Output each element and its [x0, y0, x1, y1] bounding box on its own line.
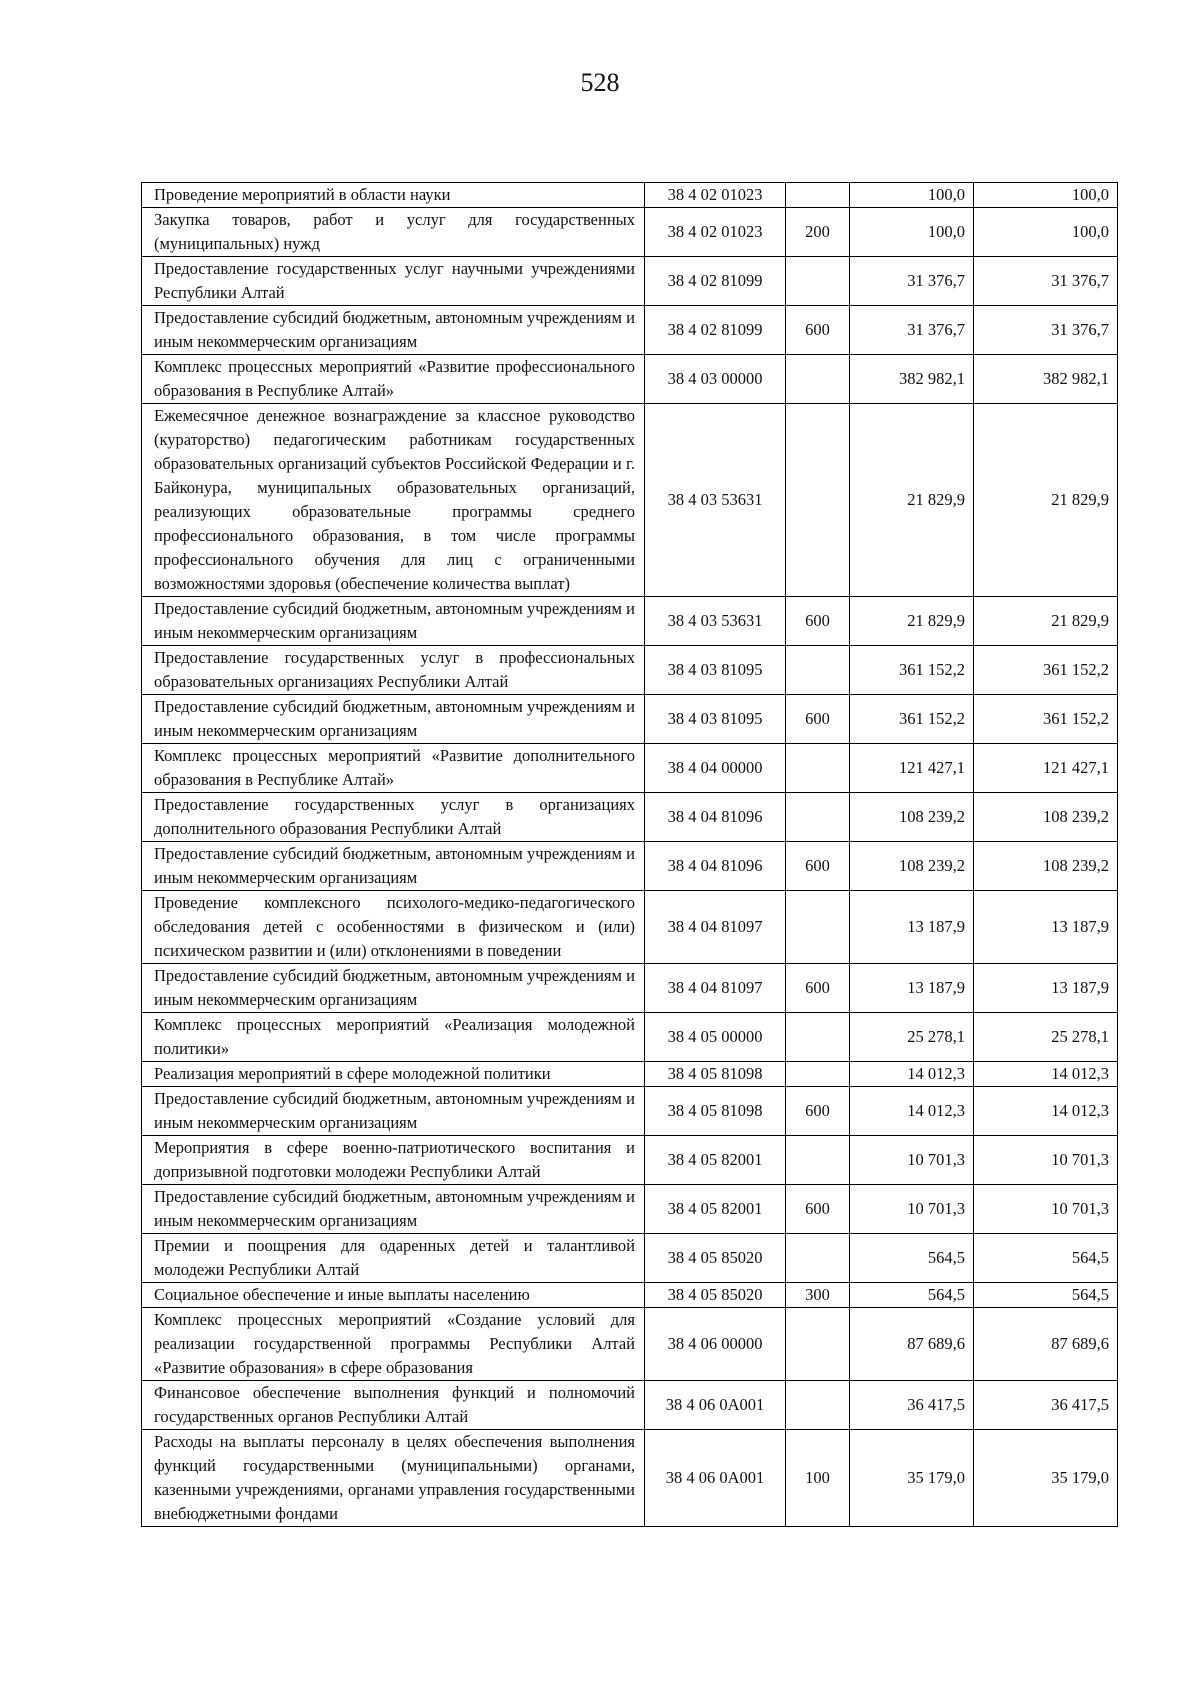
row-description: Комплекс процессных мероприятий «Реализация молодежной политики» [142, 1013, 645, 1062]
row-target-code: 38 4 04 00000 [645, 744, 786, 793]
row-target-code: 38 4 04 81096 [645, 842, 786, 891]
row-target-code: 38 4 06 0А001 [645, 1381, 786, 1430]
row-amount-second: 382 982,1 [974, 355, 1118, 404]
row-target-code: 38 4 02 01023 [645, 208, 786, 257]
table-row [142, 1013, 1118, 1062]
row-expense-type [786, 891, 850, 964]
row-amount-first: 14 012,3 [850, 1062, 974, 1087]
row-description: Проведение мероприятий в области науки [142, 183, 645, 208]
row-description: Предоставление субсидий бюджетным, автономным учреждениям и иным некоммерческим организациям [142, 1185, 645, 1234]
row-expense-type: 600 [786, 842, 850, 891]
row-amount-first: 361 152,2 [850, 695, 974, 744]
table-row [142, 1062, 1118, 1087]
row-amount-second: 10 701,3 [974, 1185, 1118, 1234]
row-amount-first: 10 701,3 [850, 1185, 974, 1234]
row-amount-first: 100,0 [850, 183, 974, 208]
row-description: Предоставление государственных услуг в профессиональных образовательных организациях Республики Алтай [142, 646, 645, 695]
row-amount-first: 35 179,0 [850, 1430, 974, 1527]
row-amount-first: 31 376,7 [850, 257, 974, 306]
row-amount-first: 13 187,9 [850, 891, 974, 964]
row-expense-type [786, 744, 850, 793]
row-amount-first: 564,5 [850, 1283, 974, 1308]
row-amount-second: 14 012,3 [974, 1062, 1118, 1087]
row-expense-type: 600 [786, 306, 850, 355]
row-amount-first: 21 829,9 [850, 404, 974, 597]
row-target-code: 38 4 05 00000 [645, 1013, 786, 1062]
row-description: Комплекс процессных мероприятий «Развитие профессионального образования в Республике Алтай» [142, 355, 645, 404]
row-target-code: 38 4 02 81099 [645, 306, 786, 355]
row-description: Предоставление государственных услуг научными учреждениями Республики Алтай [142, 257, 645, 306]
row-description: Предоставление субсидий бюджетным, автономным учреждениям и иным некоммерческим организациям [142, 842, 645, 891]
row-expense-type [786, 646, 850, 695]
row-description: Предоставление субсидий бюджетным, автономным учреждениям и иным некоммерческим организациям [142, 695, 645, 744]
row-amount-first: 10 701,3 [850, 1136, 974, 1185]
row-amount-first: 121 427,1 [850, 744, 974, 793]
row-expense-type [786, 1062, 850, 1087]
row-description: Премии и поощрения для одаренных детей и талантливой молодежи Республики Алтай [142, 1234, 645, 1283]
table-row [142, 1185, 1118, 1234]
row-amount-first: 108 239,2 [850, 793, 974, 842]
row-amount-first: 108 239,2 [850, 842, 974, 891]
table-row [142, 793, 1118, 842]
row-description: Комплекс процессных мероприятий «Развитие дополнительного образования в Республике Алтай» [142, 744, 645, 793]
row-amount-second: 564,5 [974, 1234, 1118, 1283]
row-target-code: 38 4 03 81095 [645, 695, 786, 744]
row-amount-first: 564,5 [850, 1234, 974, 1283]
row-expense-type [786, 793, 850, 842]
table-row [142, 257, 1118, 306]
row-target-code: 38 4 04 81097 [645, 964, 786, 1013]
row-amount-second: 31 376,7 [974, 257, 1118, 306]
table-row [142, 1283, 1118, 1308]
row-target-code: 38 4 02 81099 [645, 257, 786, 306]
row-description: Проведение комплексного психолого-медико-педагогического обследования детей с особенностями в физическом и (или) психическом развитии и (или) отклонениями в поведении [142, 891, 645, 964]
row-expense-type: 600 [786, 597, 850, 646]
row-expense-type: 600 [786, 1185, 850, 1234]
row-expense-type [786, 257, 850, 306]
row-amount-first: 31 376,7 [850, 306, 974, 355]
row-description: Комплекс процессных мероприятий «Создание условий для реализации государственной программы Республики Алтай «Развитие образования» в сфере образования [142, 1308, 645, 1381]
row-description: Предоставление государственных услуг в организациях дополнительного образования Республики Алтай [142, 793, 645, 842]
row-target-code: 38 4 06 0А001 [645, 1430, 786, 1527]
row-target-code: 38 4 04 81097 [645, 891, 786, 964]
row-expense-type [786, 355, 850, 404]
row-amount-second: 35 179,0 [974, 1430, 1118, 1527]
row-amount-second: 31 376,7 [974, 306, 1118, 355]
row-target-code: 38 4 03 81095 [645, 646, 786, 695]
row-amount-second: 87 689,6 [974, 1308, 1118, 1381]
row-expense-type [786, 1308, 850, 1381]
page-number: 528 [580, 68, 620, 97]
row-target-code: 38 4 03 53631 [645, 404, 786, 597]
row-target-code: 38 4 05 81098 [645, 1087, 786, 1136]
row-description: Закупка товаров, работ и услуг для государственных (муниципальных) нужд [142, 208, 645, 257]
table-row [142, 306, 1118, 355]
budget-table [141, 182, 1118, 1527]
table-row [142, 891, 1118, 964]
row-description: Предоставление субсидий бюджетным, автономным учреждениям и иным некоммерческим организациям [142, 597, 645, 646]
row-amount-second: 13 187,9 [974, 964, 1118, 1013]
table-row [142, 964, 1118, 1013]
row-description: Расходы на выплаты персоналу в целях обеспечения выполнения функций государственными (муниципальными) органами, казенными учреждениями, органами управления государственными внебюджетными фондами [142, 1430, 645, 1527]
table-row [142, 1430, 1118, 1527]
row-amount-second: 100,0 [974, 183, 1118, 208]
row-target-code: 38 4 04 81096 [645, 793, 786, 842]
row-description: Финансовое обеспечение выполнения функций и полномочий государственных органов Республики Алтай [142, 1381, 645, 1430]
row-expense-type: 100 [786, 1430, 850, 1527]
row-target-code: 38 4 05 82001 [645, 1185, 786, 1234]
row-amount-first: 25 278,1 [850, 1013, 974, 1062]
row-description: Предоставление субсидий бюджетным, автономным учреждениям и иным некоммерческим организациям [142, 306, 645, 355]
row-expense-type [786, 1013, 850, 1062]
row-amount-first: 361 152,2 [850, 646, 974, 695]
row-amount-second: 108 239,2 [974, 842, 1118, 891]
row-amount-first: 87 689,6 [850, 1308, 974, 1381]
row-amount-second: 21 829,9 [974, 404, 1118, 597]
row-description: Предоставление субсидий бюджетным, автономным учреждениям и иным некоммерческим организациям [142, 1087, 645, 1136]
row-expense-type [786, 404, 850, 597]
row-expense-type: 200 [786, 208, 850, 257]
table-row [142, 1308, 1118, 1381]
row-amount-first: 36 417,5 [850, 1381, 974, 1430]
row-amount-second: 564,5 [974, 1283, 1118, 1308]
table-row [142, 355, 1118, 404]
table-row [142, 597, 1118, 646]
row-target-code: 38 4 06 00000 [645, 1308, 786, 1381]
row-expense-type [786, 1234, 850, 1283]
table-row [142, 744, 1118, 793]
row-amount-first: 382 982,1 [850, 355, 974, 404]
row-amount-second: 36 417,5 [974, 1381, 1118, 1430]
table-row [142, 646, 1118, 695]
row-expense-type: 300 [786, 1283, 850, 1308]
row-amount-second: 10 701,3 [974, 1136, 1118, 1185]
row-amount-first: 14 012,3 [850, 1087, 974, 1136]
row-amount-second: 108 239,2 [974, 793, 1118, 842]
row-target-code: 38 4 03 53631 [645, 597, 786, 646]
row-target-code: 38 4 05 85020 [645, 1283, 786, 1308]
table-row [142, 404, 1118, 597]
row-target-code: 38 4 05 85020 [645, 1234, 786, 1283]
row-amount-first: 13 187,9 [850, 964, 974, 1013]
table-row [142, 1136, 1118, 1185]
row-expense-type: 600 [786, 964, 850, 1013]
row-expense-type: 600 [786, 695, 850, 744]
budget-table-body [142, 183, 1118, 1527]
table-row [142, 208, 1118, 257]
row-amount-second: 361 152,2 [974, 695, 1118, 744]
row-expense-type: 600 [786, 1087, 850, 1136]
row-expense-type [786, 183, 850, 208]
table-row [142, 1234, 1118, 1283]
row-expense-type [786, 1136, 850, 1185]
row-amount-second: 21 829,9 [974, 597, 1118, 646]
row-amount-second: 361 152,2 [974, 646, 1118, 695]
row-amount-second: 14 012,3 [974, 1087, 1118, 1136]
table-row [142, 1381, 1118, 1430]
row-description: Мероприятия в сфере военно-патриотического воспитания и допризывной подготовки молодежи Республики Алтай [142, 1136, 645, 1185]
row-description: Реализация мероприятий в сфере молодежной политики [142, 1062, 645, 1087]
row-amount-first: 100,0 [850, 208, 974, 257]
table-row [142, 842, 1118, 891]
row-amount-first: 21 829,9 [850, 597, 974, 646]
row-amount-second: 121 427,1 [974, 744, 1118, 793]
table-row [142, 1087, 1118, 1136]
row-target-code: 38 4 05 82001 [645, 1136, 786, 1185]
row-amount-second: 13 187,9 [974, 891, 1118, 964]
row-expense-type [786, 1381, 850, 1430]
row-target-code: 38 4 05 81098 [645, 1062, 786, 1087]
row-amount-second: 25 278,1 [974, 1013, 1118, 1062]
row-target-code: 38 4 02 01023 [645, 183, 786, 208]
table-row [142, 183, 1118, 208]
table-row [142, 695, 1118, 744]
row-amount-second: 100,0 [974, 208, 1118, 257]
row-description: Предоставление субсидий бюджетным, автономным учреждениям и иным некоммерческим организациям [142, 964, 645, 1013]
row-description: Ежемесячное денежное вознаграждение за классное руководство (кураторство) педагогическим работникам государственных образовательных организаций субъектов Российской Федерации и г. Байконура, муниципальных образовательных организаций, реализующих образовательные программы среднего профессионального образования, в том числе программы профессионального обучения для лиц с ограниченными возможностями здоровья (обеспечение количества выплат) [142, 404, 645, 597]
row-target-code: 38 4 03 00000 [645, 355, 786, 404]
row-description: Социальное обеспечение и иные выплаты населению [142, 1283, 645, 1308]
